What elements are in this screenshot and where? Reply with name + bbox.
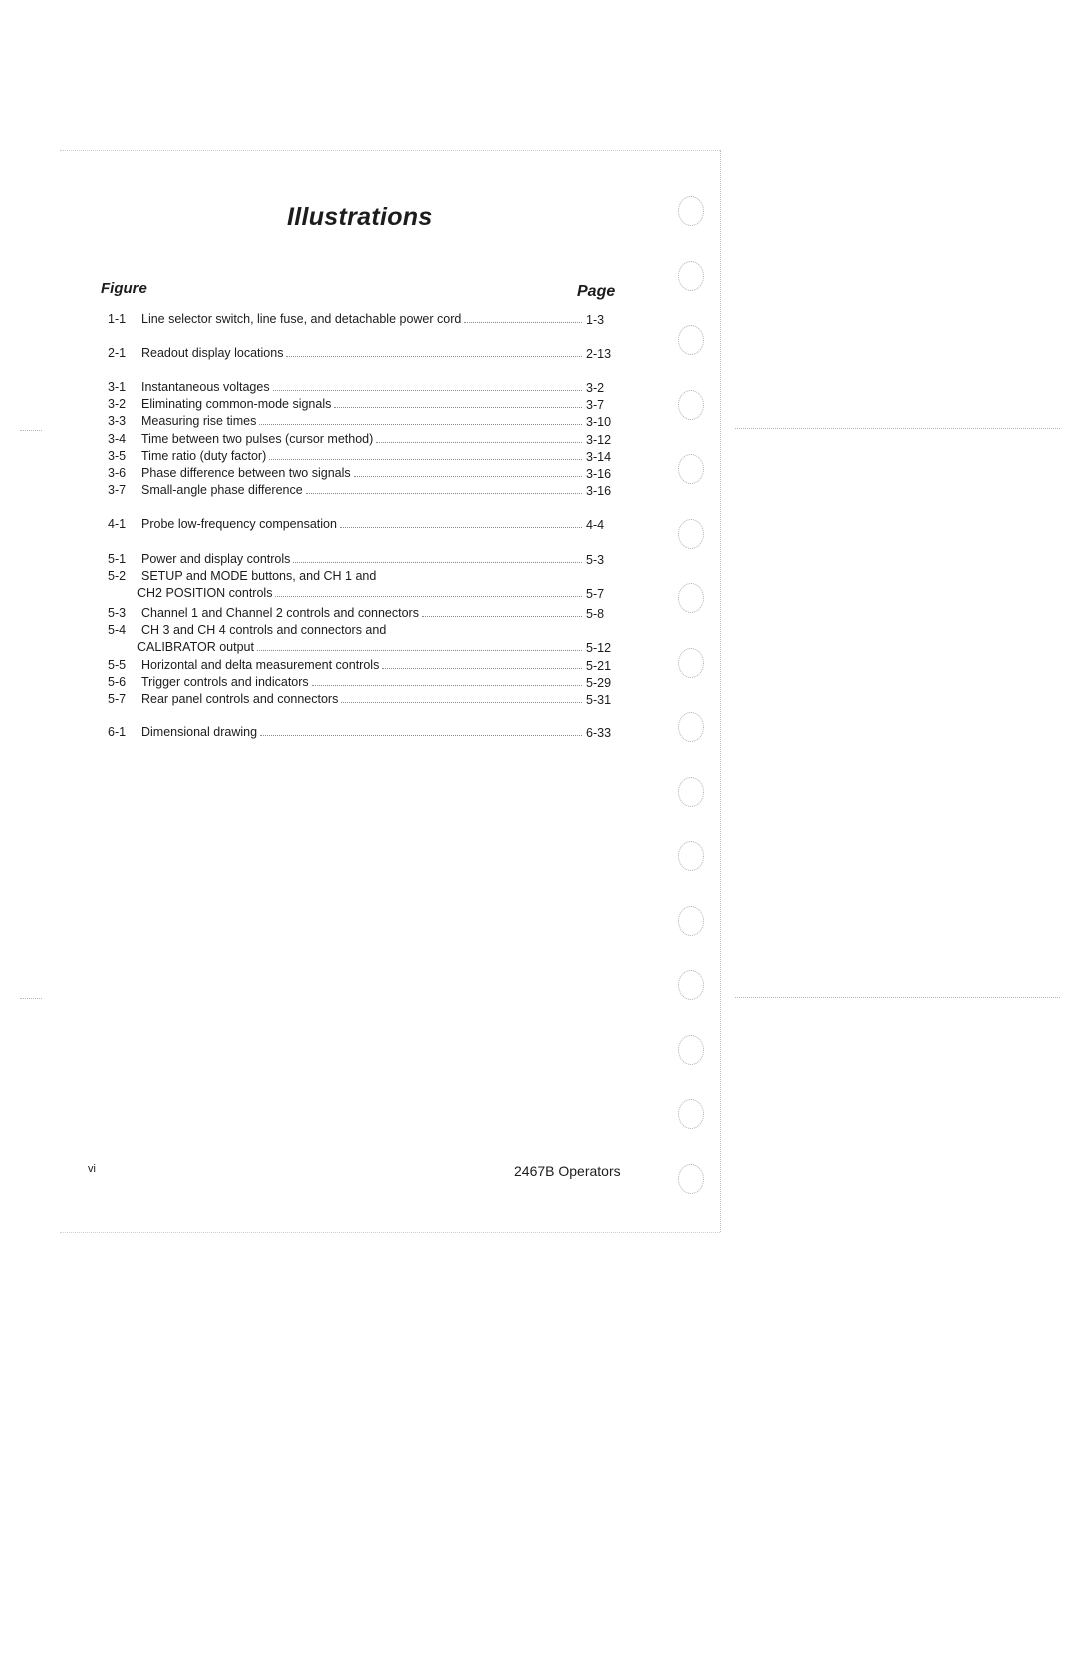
- figure-caption: Readout display locations: [141, 346, 284, 360]
- figure-caption: Power and display controls: [141, 552, 291, 566]
- list-item: [108, 345, 618, 362]
- dot-leader: [341, 698, 582, 703]
- figure-caption: Eliminating common-mode signals: [141, 397, 332, 411]
- page-reference: 3-7: [586, 398, 605, 412]
- figure-number: 5-4: [108, 623, 127, 637]
- figure-caption: Probe low-frequency compensation: [141, 517, 337, 531]
- figure-caption: Instantaneous voltages: [141, 380, 270, 394]
- figure-number: 3-6: [108, 466, 127, 480]
- binder-hole-icon: [678, 583, 704, 613]
- figure-caption: Time ratio (duty factor): [141, 449, 267, 463]
- page-reference: 2-13: [586, 347, 612, 361]
- figure-number: 5-6: [108, 675, 127, 689]
- list-item: [108, 379, 618, 396]
- figure-number: 5-3: [108, 606, 127, 620]
- list-item: [108, 482, 618, 499]
- figure-number: 1-1: [108, 312, 127, 326]
- binder-hole-icon: [678, 777, 704, 807]
- figure-caption: Time between two pulses (cursor method): [141, 432, 374, 446]
- dot-leader: [340, 523, 582, 528]
- page-reference: 3-14: [586, 450, 612, 464]
- binder-hole-icon: [678, 196, 704, 226]
- binder-hole-icon: [678, 712, 704, 742]
- page-number: vi: [88, 1163, 96, 1175]
- page-reference: 4-4: [586, 518, 605, 532]
- figure-caption: Rear panel controls and connectors: [141, 692, 339, 706]
- figure-number: 3-2: [108, 397, 127, 411]
- dot-leader: [273, 386, 582, 391]
- list-item: [108, 724, 618, 741]
- page-reference: 5-8: [586, 607, 605, 621]
- list-item: [108, 448, 618, 465]
- page-title: Illustrations: [287, 203, 433, 231]
- figure-number: 3-5: [108, 449, 127, 463]
- figure-caption: Channel 1 and Channel 2 controls and connectors: [141, 606, 419, 620]
- list-item: [108, 311, 618, 328]
- list-item-continuation: [108, 639, 618, 656]
- binder-hole-icon: [678, 648, 704, 678]
- binder-hole-icon: [678, 261, 704, 291]
- dot-leader: [464, 318, 582, 323]
- dot-leader: [269, 455, 582, 460]
- figure-number: 3-1: [108, 380, 127, 394]
- page-reference: 5-21: [586, 659, 612, 673]
- figure-number: 3-7: [108, 483, 127, 497]
- page-reference: 3-10: [586, 415, 612, 429]
- page-reference: 5-31: [586, 693, 612, 707]
- list-item: [108, 568, 618, 601]
- dot-leader: [422, 612, 582, 617]
- figure-caption: Horizontal and delta measurement controls: [141, 658, 380, 672]
- dot-leader: [293, 558, 582, 563]
- manual-title: 2467B Operators: [514, 1163, 621, 1179]
- list-item: [108, 657, 618, 674]
- list-item: [108, 431, 618, 448]
- page-reference: 3-2: [586, 381, 605, 395]
- dot-leader: [382, 664, 582, 669]
- page-reference: 5-7: [586, 587, 605, 601]
- figure-caption: Phase difference between two signals: [141, 466, 351, 480]
- page-reference: 3-12: [586, 433, 612, 447]
- figure-number: 5-2: [108, 569, 127, 583]
- list-item: [108, 691, 618, 708]
- figure-caption: Line selector switch, line fuse, and detachable power cord: [141, 312, 462, 326]
- page-column-header: Page: [577, 283, 616, 300]
- binder-hole-icon: [678, 906, 704, 936]
- page-reference: 3-16: [586, 467, 612, 481]
- page-reference: 1-3: [586, 313, 605, 327]
- figure-number: 5-7: [108, 692, 127, 706]
- figure-caption-continued: CH2 POSITION controls: [137, 586, 273, 600]
- margin-mark: [20, 430, 42, 431]
- list-item: [108, 396, 618, 413]
- list-item: [108, 622, 618, 655]
- binder-hole-icon: [678, 841, 704, 871]
- dot-leader: [306, 489, 582, 494]
- margin-mark: [20, 998, 42, 999]
- list-item: [108, 605, 618, 622]
- figure-number: 3-4: [108, 432, 127, 446]
- dot-leader: [259, 420, 582, 425]
- figure-number: 6-1: [108, 725, 127, 739]
- figure-caption: CH 3 and CH 4 controls and connectors and: [141, 623, 387, 637]
- binder-hole-icon: [678, 454, 704, 484]
- figure-caption: Dimensional drawing: [141, 725, 258, 739]
- figure-number: 5-1: [108, 552, 127, 566]
- page-reference: 5-12: [586, 641, 612, 655]
- binder-hole-icon: [678, 325, 704, 355]
- page-reference: 6-33: [586, 726, 612, 740]
- dot-leader: [354, 472, 582, 477]
- list-item: [108, 674, 618, 691]
- figure-column-header: Figure: [101, 280, 147, 297]
- list-item-continuation: [108, 585, 618, 602]
- list-item: [108, 413, 618, 430]
- dot-leader: [260, 731, 582, 736]
- list-item: [108, 465, 618, 482]
- binder-hole-icon: [678, 970, 704, 1000]
- dot-leader: [376, 438, 582, 443]
- dot-leader: [275, 592, 582, 597]
- figure-number: 4-1: [108, 517, 127, 531]
- list-item: [108, 516, 618, 533]
- figure-number: 5-5: [108, 658, 127, 672]
- list-item: [108, 551, 618, 568]
- dot-leader: [312, 681, 582, 686]
- binder-hole-icon: [678, 390, 704, 420]
- figure-caption: Measuring rise times: [141, 414, 257, 428]
- figure-caption: SETUP and MODE buttons, and CH 1 and: [141, 569, 377, 583]
- dot-leader: [334, 403, 582, 408]
- binder-hole-icon: [678, 519, 704, 549]
- binder-hole-icon: [678, 1164, 704, 1194]
- binder-hole-icon: [678, 1035, 704, 1065]
- figure-number: 2-1: [108, 346, 127, 360]
- page-reference: 3-16: [586, 484, 612, 498]
- dot-leader: [286, 352, 582, 357]
- figure-number: 3-3: [108, 414, 127, 428]
- binder-hole-icon: [678, 1099, 704, 1129]
- figure-caption: Trigger controls and indicators: [141, 675, 309, 689]
- page-reference: 5-3: [586, 553, 605, 567]
- figure-caption-continued: CALIBRATOR output: [137, 640, 254, 654]
- page-reference: 5-29: [586, 676, 612, 690]
- figure-caption: Small-angle phase difference: [141, 483, 303, 497]
- dot-leader: [257, 646, 582, 651]
- page-edge-top: [60, 150, 720, 151]
